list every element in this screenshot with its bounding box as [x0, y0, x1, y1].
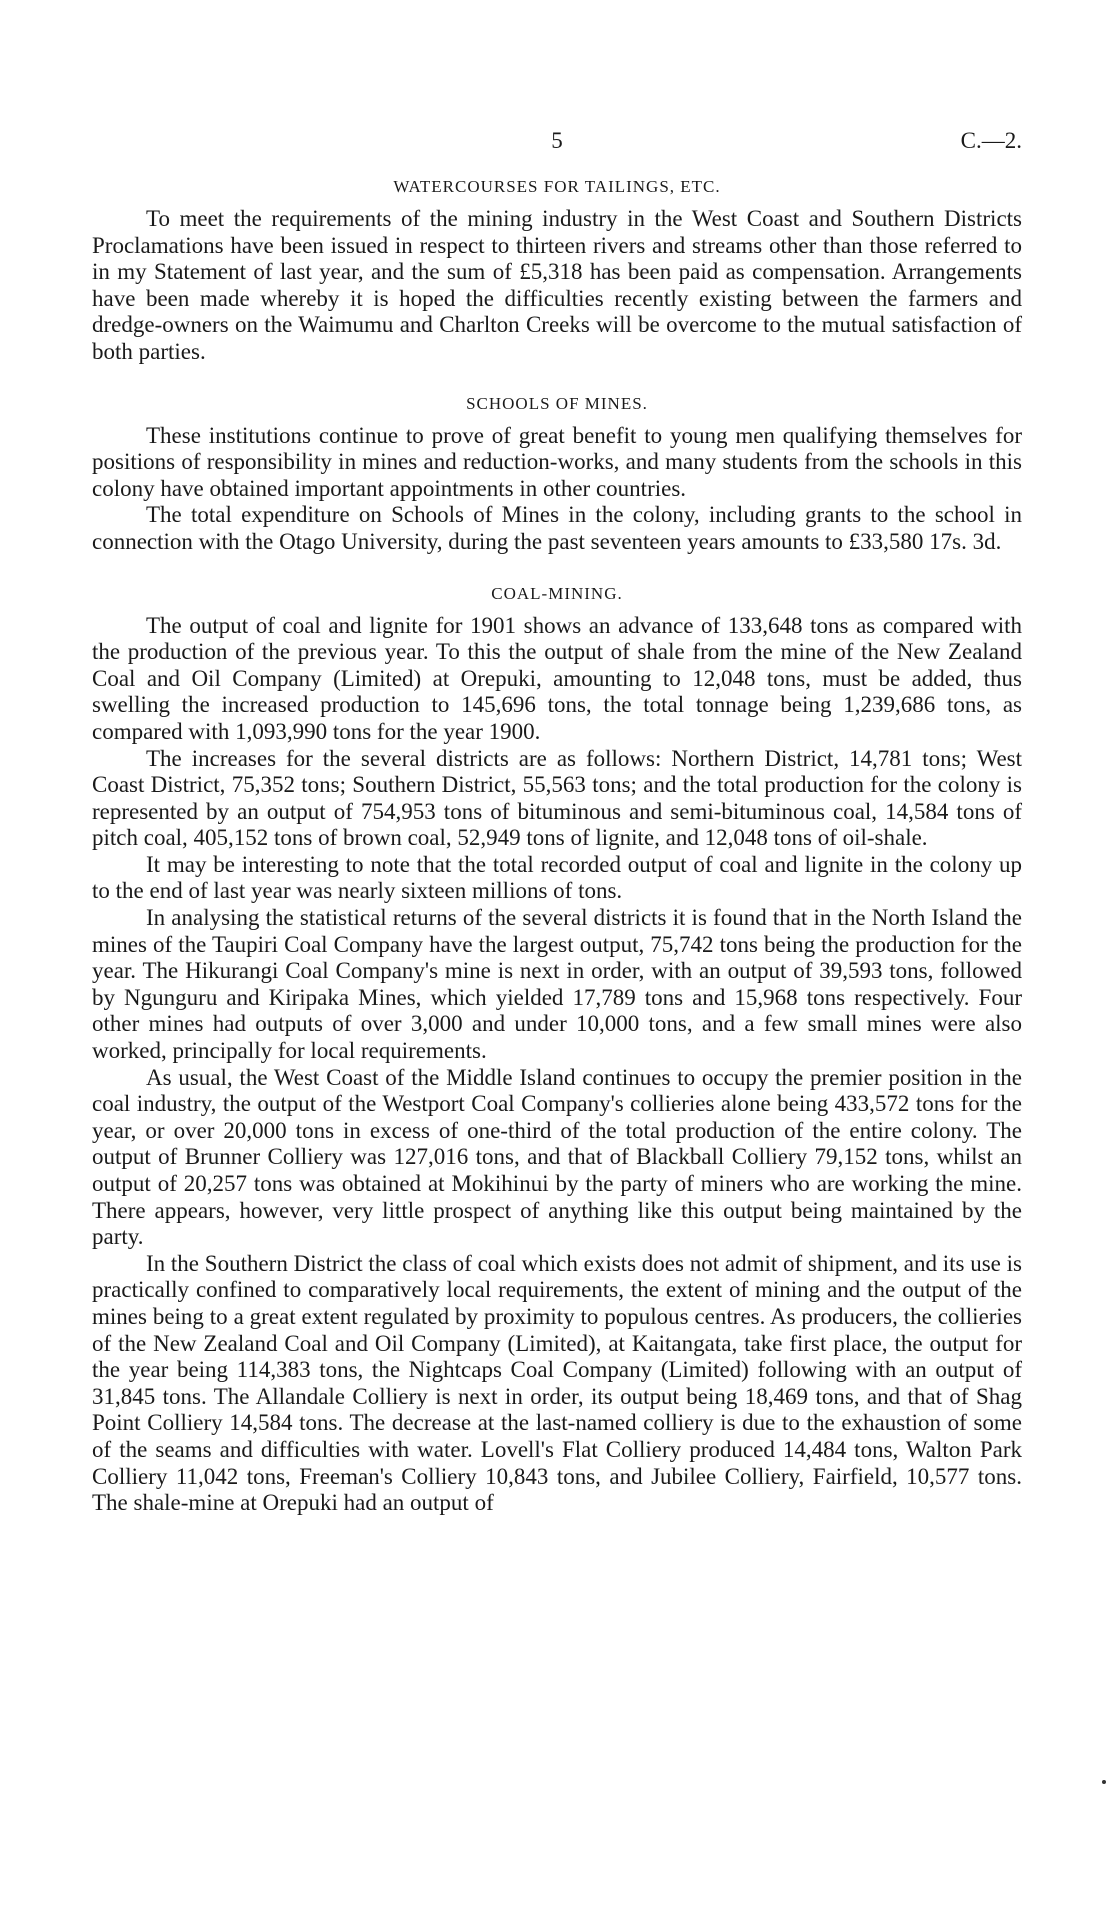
section-watercourses [92, 172, 1022, 366]
paragraph: The increases for the several districts are as follows: Northern District, 14,781 tons; West Coast District, 75,352 tons; Southern District, 55,563 tons; and the total production for the colony is represented by an output of 754,953 tons of bituminous and semi-bituminous coal, 14,584 tons of pitch coal, 405,152 tons of brown coal, 52,949 tons of lignite, and 12,048 tons of oil-shale. [92, 745, 1022, 851]
section-heading: WATERCOURSES FOR TAILINGS, ETC. [393, 177, 721, 196]
section-heading: SCHOOLS OF MINES. [466, 393, 648, 413]
paragraph: The output of coal and lignite for 1901 shows an advance of 133,648 tons as compared with the production of the previous year. To this the output of shale from the mine of the New Zealand Coal and Oil Company (Limited) at Orepuki, amounting to 12,048 tons, must be added, thus swelling the increased production to 145,696 tons, the total tonnage being 1,239,686 tons, as compared with 1,093,990 tons for the year 1900. [92, 612, 1022, 744]
section-schools-of-mines [92, 389, 1022, 556]
paragraph: In analysing the statistical returns of the several districts it is found that in the North Island the mines of the Taupiri Coal Company have the largest output, 75,742 tons being the production for the year. The Hikurangi Coal Company's mine is next in order, with an output of 39,593 tons, followed by Ngunguru and Kiripaka Mines, which yielded 17,789 tons and 15,968 tons respectively. Four other mines had outputs of over 3,000 and under 10,000 tons, and a few small mines were also worked, principally for local requirements. [92, 905, 1022, 1064]
margin-mark [1102, 1780, 1106, 1784]
paragraph: To meet the requirements of the mining industry in the West Coast and Southern Districts Proclamations have been issued in respect to thirteen rivers and streams other than those referred to in my Statement of last year, and the sum of £5,318 has been paid as compensation. Arrangements have been made whereby it is hoped the difficulties recently existing between the farmers and dredge-owners on the Waimumu and Charlton Creeks will be overcome to the mutual satisfaction of both parties. [92, 206, 1022, 364]
section-heading: COAL-MINING. [491, 583, 623, 603]
section-coal-mining [92, 579, 1022, 1517]
paragraph: In the Southern District the class of coal which exists does not admit of shipment, and its use is practically confined to comparatively local requirements, the extent of mining and the output of the mines being to a great extent regulated by proximity to populous centres. As producers, the collieries of the New Zealand Coal and Oil Company (Limited), at Kaitangata, take first place, the output for the year being 114,383 tons, the Nightcaps Coal Company (Limited) following with an output of 31,845 tons. The Allandale Colliery is next in order, its output being 18,469 tons, and that of Shag Point Colliery 14,584 tons. The decrease at the last-named colliery is due to the exhaustion of some of the seams and difficulties with water. Lovell's Flat Colliery produced 14,484 tons, Walton Park Colliery 11,042 tons, Freeman's Colliery 10,843 tons, and Jubilee Colliery, Fairfield, 10,577 tons. The shale-mine at Orepuki had an output of [92, 1250, 1022, 1516]
document-reference: C.—2. [960, 128, 1022, 153]
page-number: 5 [551, 128, 563, 153]
page-header [92, 128, 1022, 172]
paragraph: It may be interesting to note that the total recorded output of coal and lignite in the colony up to the end of last year was nearly sixteen millions of tons. [92, 851, 1022, 904]
document-page [92, 128, 1022, 1517]
paragraph: As usual, the West Coast of the Middle Island continues to occupy the premier position in the coal industry, the output of the Westport Coal Company's collieries alone being 433,572 tons for the year, or over 20,000 tons in excess of one-third of the total production of the entire colony. The output of Brunner Colliery was 127,016 tons, and that of Blackball Colliery 79,152 tons, whilst an output of 20,257 tons was obtained at Mokihinui by the party of miners who are working the mine. There appears, however, very little prospect of anything like this output being maintained by the party. [92, 1064, 1022, 1250]
paragraph: These institutions continue to prove of great benefit to young men qualifying themselves for positions of responsibility in mines and reduction-works, and many students from the schools in this colony have obtained important appointments in other countries. [92, 422, 1022, 501]
paragraph: The total expenditure on Schools of Mines in the colony, including grants to the school in connection with the Otago University, during the past seventeen years amounts to £33,580 17s. 3d. [92, 502, 1022, 554]
